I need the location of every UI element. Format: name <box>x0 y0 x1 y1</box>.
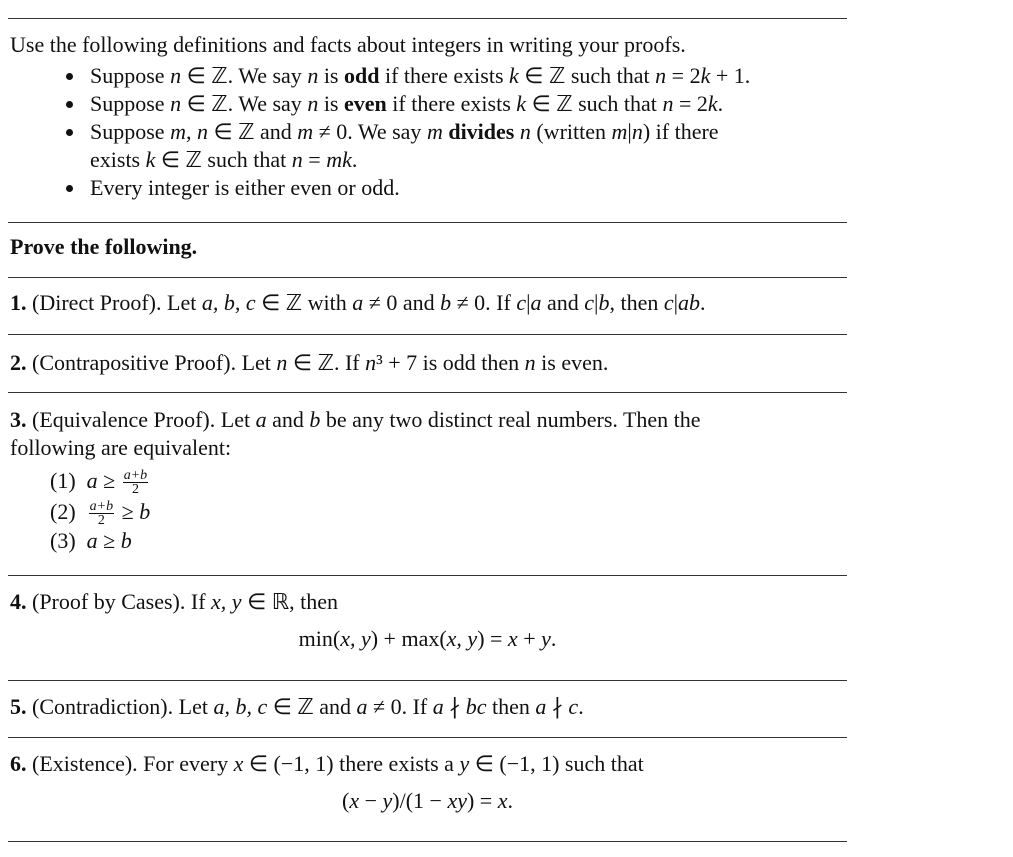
text: Suppose <box>90 119 171 144</box>
text: is <box>318 63 344 88</box>
math-variable: n <box>170 63 182 88</box>
text: | <box>526 290 531 315</box>
text: ³ + 7 is odd then <box>376 350 525 375</box>
divider <box>8 334 847 335</box>
math-variable: ab <box>678 290 701 315</box>
denominator: 2 <box>97 513 105 529</box>
text: . <box>717 91 724 116</box>
item-1 <box>10 290 706 316</box>
text: . <box>700 290 706 315</box>
math-variable: n <box>170 91 182 116</box>
math-variable: a <box>356 694 368 719</box>
math-variable: mk <box>326 147 352 172</box>
text: ∈ ℤ. We say <box>181 91 308 116</box>
item-5 <box>10 694 584 720</box>
bullet-even <box>90 91 723 117</box>
math-variable: k <box>145 147 156 172</box>
text: (Equivalence Proof). Let <box>26 407 256 432</box>
bold-text: 5. <box>10 694 27 719</box>
text: is even. <box>535 350 609 375</box>
text: , then <box>609 290 664 315</box>
bullet-odd <box>90 63 750 89</box>
text: ∈ ℤ such that <box>526 91 663 116</box>
bullet-divides <box>90 119 719 145</box>
text: . <box>578 694 584 719</box>
text: ∈ ℤ. We say <box>181 63 308 88</box>
fraction <box>123 469 148 496</box>
item-3-cont <box>10 435 231 461</box>
bold-text: 1. <box>10 290 27 315</box>
math-variable: a <box>86 468 98 493</box>
numerator: a+b <box>123 468 148 484</box>
text: ∈ ℝ, then <box>241 589 339 614</box>
item-6-formula <box>8 788 847 814</box>
text: Suppose <box>90 63 171 88</box>
divider <box>8 392 847 393</box>
text: and <box>541 290 585 315</box>
text: if there exists <box>386 91 517 116</box>
text: ≥ <box>116 499 140 524</box>
text: Use the following definitions and facts about integers in writing your proofs. <box>10 32 686 57</box>
divider <box>8 277 847 278</box>
math-variable: a <box>535 694 547 719</box>
text: ) = <box>466 788 498 813</box>
math-variable: k <box>700 63 711 88</box>
bold-text: divides <box>448 119 515 144</box>
text: = <box>302 147 327 172</box>
bullet-icon <box>66 73 73 80</box>
math-variable: a <box>432 694 444 719</box>
math-variable: k <box>509 63 519 88</box>
math-variable: a <box>86 528 98 553</box>
math-variable: b <box>440 290 452 315</box>
math-variable: b <box>139 499 151 524</box>
math-variable: x <box>507 626 518 651</box>
text: ≠ 0 and <box>363 290 441 315</box>
item-3-cond-2 <box>50 499 150 527</box>
bullet-icon <box>66 101 73 108</box>
text: then <box>486 694 536 719</box>
bold-text: 3. <box>10 407 27 432</box>
numerator: a+b <box>89 499 114 515</box>
bullet-icon <box>66 129 73 136</box>
math-variable: m <box>426 119 443 144</box>
bold-text: Prove the following. <box>10 234 198 259</box>
text: ∈ ℤ and <box>207 119 298 144</box>
text: and <box>266 407 310 432</box>
text: ≠ 0. If <box>367 694 433 719</box>
text: Every integer is either even or odd. <box>90 175 400 200</box>
text: ≠ 0. If <box>451 290 517 315</box>
text: (Direct Proof). Let <box>26 290 202 315</box>
bold-text: 4. <box>10 589 27 614</box>
math-variable: c <box>584 290 595 315</box>
item-6 <box>10 751 644 777</box>
math-variable: b <box>598 290 610 315</box>
math-variable: a, b, c <box>201 290 256 315</box>
text: ∤ <box>546 694 569 719</box>
divider <box>8 18 847 19</box>
text: . <box>507 788 513 813</box>
math-variable: a, b, c <box>213 694 268 719</box>
bold-text: 6. <box>10 751 27 776</box>
math-variable: a <box>530 290 542 315</box>
math-variable: x, y <box>446 626 478 651</box>
math-variable: xy <box>447 788 467 813</box>
item-3 <box>10 407 701 433</box>
text: | <box>627 119 632 144</box>
math-variable: n <box>519 119 531 144</box>
bold-text: 2. <box>10 350 27 375</box>
math-variable: n <box>631 119 643 144</box>
bullet-icon <box>66 185 73 192</box>
text: if there exists <box>379 63 510 88</box>
text: (Contrapositive Proof). Let <box>26 350 277 375</box>
divider <box>8 575 847 576</box>
divider <box>8 841 847 842</box>
item-4-formula <box>8 626 847 652</box>
math-variable: m, n <box>170 119 208 144</box>
math-variable: x <box>233 751 244 776</box>
text: ≠ 0. We say <box>313 119 427 144</box>
text: | <box>594 290 599 315</box>
text: is <box>318 91 344 116</box>
text: ∤ <box>443 694 466 719</box>
intro <box>10 32 686 58</box>
text: Suppose <box>90 91 171 116</box>
text: + 1. <box>710 63 751 88</box>
item-3-cond-1 <box>50 468 150 496</box>
text: ) + max( <box>370 626 447 651</box>
math-variable: n <box>307 91 319 116</box>
text: (Existence). For every <box>26 751 234 776</box>
math-variable: x, y <box>211 589 242 614</box>
text: (Contradiction). Let <box>26 694 214 719</box>
math-variable: x <box>349 788 360 813</box>
text: ( <box>342 788 350 813</box>
text: ∈ ℤ such that <box>155 147 292 172</box>
text: . <box>351 147 358 172</box>
math-variable: k <box>707 91 718 116</box>
math-variable: m <box>297 119 314 144</box>
math-variable: n <box>276 350 288 375</box>
math-variable: y <box>541 626 551 651</box>
text: (2) <box>50 499 87 524</box>
text: (Proof by Cases). If <box>26 589 212 614</box>
math-variable: b <box>309 407 321 432</box>
divider <box>8 222 847 223</box>
text: = 2 <box>666 63 701 88</box>
text: ∈ ℤ such that <box>518 63 656 88</box>
math-variable: n <box>291 147 303 172</box>
text: ∈ ℤ and <box>267 694 357 719</box>
math-variable: a <box>255 407 267 432</box>
divider <box>8 680 847 681</box>
text: min( <box>298 626 341 651</box>
text: | <box>673 290 679 315</box>
divider <box>8 737 847 738</box>
text: (1) <box>50 468 87 493</box>
text: ≥ <box>97 468 121 493</box>
math-variable: bc <box>465 694 487 719</box>
math-variable: m <box>611 119 628 144</box>
math-variable: x <box>497 788 508 813</box>
text: + <box>517 626 542 651</box>
math-variable: c <box>568 694 579 719</box>
math-variable: n <box>655 63 667 88</box>
item-2 <box>10 350 608 376</box>
text: (written <box>530 119 612 144</box>
text: ∈ ℤ with <box>255 290 353 315</box>
text: ∈ (−1, 1) there exists a <box>243 751 460 776</box>
math-variable: b <box>120 528 132 553</box>
text: ) if there <box>642 119 719 144</box>
bold-text: odd <box>344 63 380 88</box>
text: ∈ ℤ. If <box>287 350 366 375</box>
fraction <box>89 500 114 527</box>
text: ≥ <box>97 528 121 553</box>
math-variable: a <box>352 290 364 315</box>
text: be any two distinct real numbers. Then the <box>320 407 701 432</box>
bold-text: even <box>344 91 387 116</box>
text: )/(1 − <box>392 788 448 813</box>
text: exists <box>90 147 146 172</box>
prove-heading <box>10 234 197 260</box>
bullet-parity <box>90 175 400 201</box>
math-variable: n <box>365 350 377 375</box>
bullet-divides-cont <box>90 147 357 173</box>
item-3-cond-3 <box>50 528 132 554</box>
text: (3) <box>50 528 87 553</box>
math-variable: c <box>516 290 527 315</box>
text: ∈ (−1, 1) such that <box>469 751 644 776</box>
math-variable: k <box>516 91 527 116</box>
text: ) = <box>477 626 508 651</box>
math-variable: n <box>524 350 536 375</box>
text: − <box>359 788 383 813</box>
text: . <box>550 626 557 651</box>
math-variable: y <box>382 788 393 813</box>
text: = 2 <box>673 91 708 116</box>
math-variable: y <box>459 751 470 776</box>
item-4 <box>10 589 338 615</box>
denominator: 2 <box>131 482 139 498</box>
math-variable: x, y <box>340 626 371 651</box>
text: following are equivalent: <box>10 435 232 460</box>
math-variable: n <box>662 91 674 116</box>
math-variable: n <box>307 63 319 88</box>
math-variable: c <box>663 290 674 315</box>
